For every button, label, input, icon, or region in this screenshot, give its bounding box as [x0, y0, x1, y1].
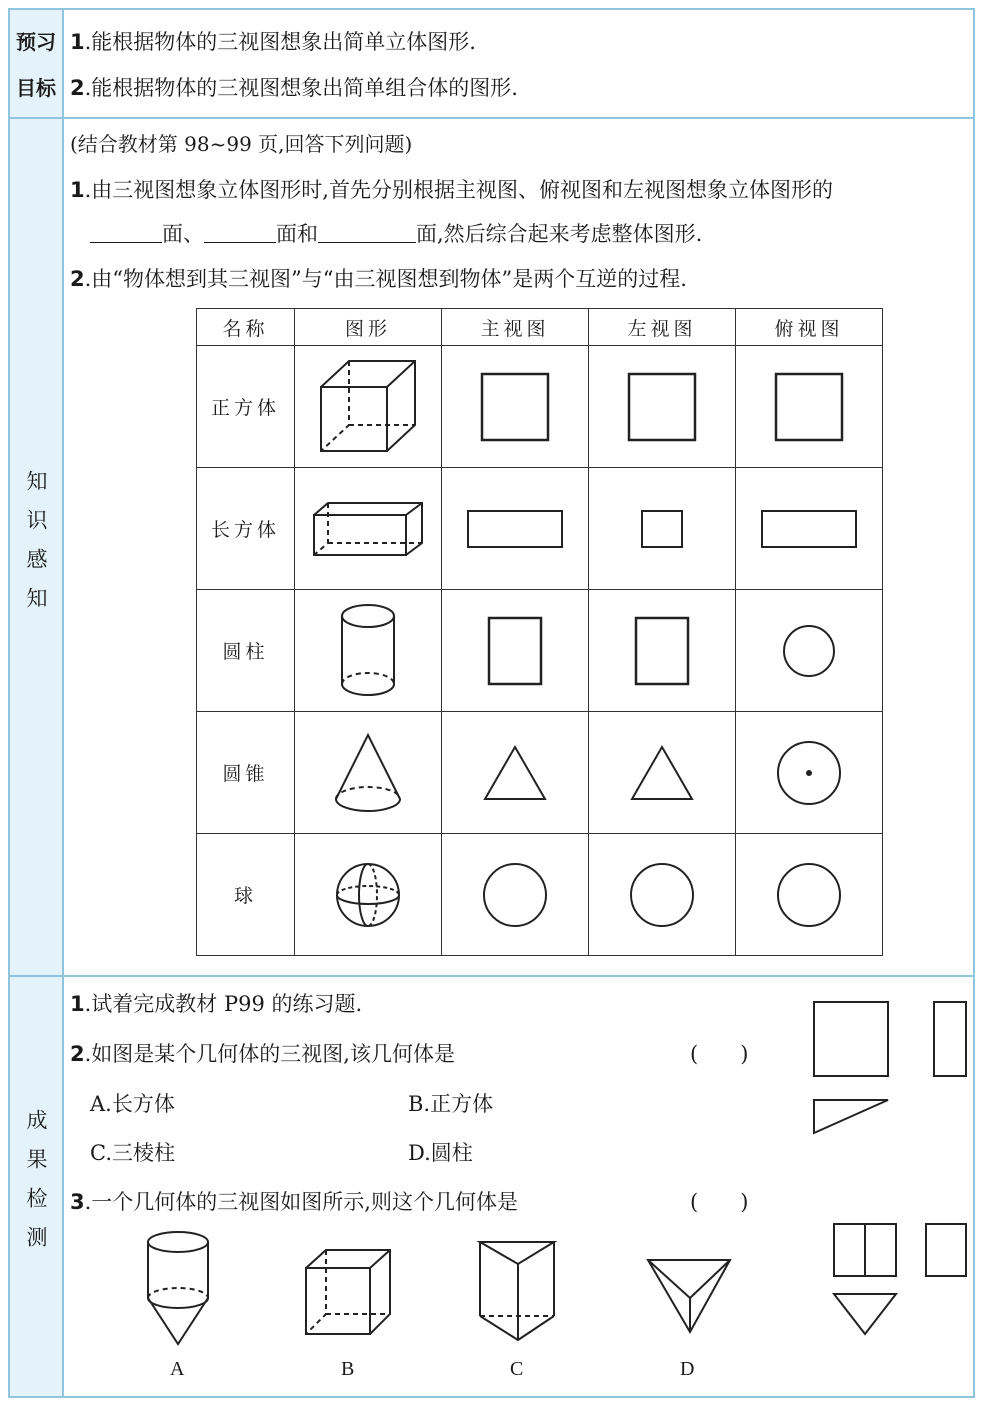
knowledge-q2: 2.由“物体想到其三视图”与“由三视图想到物体”是两个互逆的过程. [70, 267, 687, 291]
q2-three-views-figure [810, 998, 972, 1138]
choice-c-triangular-prism-icon[interactable] [474, 1238, 560, 1344]
front-view-rectangle [442, 468, 589, 590]
knowledge-q1-blanks: 面、 面和 面,然后综合起来考虑整体图形. [90, 218, 702, 248]
cuboid-icon [295, 468, 442, 590]
check-q2: 2.如图是某个几何体的三视图,该几何体是 [70, 1042, 455, 1066]
table-header: 名称 [197, 309, 295, 346]
knowledge-label [10, 119, 64, 977]
front-view-triangle [442, 712, 589, 834]
divider [10, 975, 973, 977]
table-row [197, 712, 883, 834]
preview-item-1: 1.能根据物体的三视图想象出简单立体图形. [70, 30, 476, 54]
table-header-row [197, 309, 883, 346]
top-view-circle [736, 834, 883, 956]
left-view-square [589, 346, 736, 468]
choice-b-label[interactable]: B [341, 1358, 355, 1380]
option-c[interactable]: C.三棱柱 [90, 1141, 175, 1165]
front-view-rectangle [442, 590, 589, 712]
knowledge-label-text: 知识感知 [24, 470, 48, 626]
front-view-square [442, 346, 589, 468]
option-b[interactable]: B.正方体 [408, 1092, 494, 1116]
preview-item-2: 2.能根据物体的三视图想象出简单组合体的图形. [70, 76, 518, 100]
left-view-rectangle [589, 590, 736, 712]
shape-name: 正方体 [197, 346, 295, 468]
top-view-square [736, 346, 883, 468]
preview-label [10, 10, 64, 119]
fill-blank[interactable] [90, 222, 162, 243]
front-view-circle [442, 834, 589, 956]
top-view-circle-with-center [736, 712, 883, 834]
choice-b-cube-icon[interactable] [302, 1246, 394, 1338]
check-q3: 3.一个几何体的三视图如图所示,则这个几何体是 [70, 1190, 518, 1214]
fill-blank[interactable] [204, 222, 276, 243]
knowledge-intro: (结合教材第 98~99 页,回答下列问题) [70, 132, 413, 156]
answer-paren-q3[interactable]: ( ) [690, 1190, 749, 1214]
divider [10, 117, 973, 119]
check-q1: 1.试着完成教材 P99 的练习题. [70, 992, 363, 1016]
table-header: 主视图 [442, 309, 589, 346]
table-header: 图形 [295, 309, 442, 346]
choice-a-label[interactable]: A [170, 1358, 185, 1380]
choice-a-cylinder-cone-icon[interactable] [140, 1228, 216, 1348]
cylinder-icon [295, 590, 442, 712]
option-d[interactable]: D.圆柱 [408, 1141, 473, 1165]
cube-icon [295, 346, 442, 468]
left-view-circle [589, 834, 736, 956]
table-row [197, 590, 883, 712]
cone-icon [295, 712, 442, 834]
check-label-text: 成果检测 [24, 1108, 48, 1265]
shape-name: 圆柱 [197, 590, 295, 712]
sphere-icon [295, 834, 442, 956]
top-view-rectangle [736, 468, 883, 590]
shape-name: 长方体 [197, 468, 295, 590]
three-view-table [196, 308, 883, 956]
table-header: 俯视图 [736, 309, 883, 346]
table-row [197, 468, 883, 590]
left-view-small-square [589, 468, 736, 590]
choice-c-label[interactable]: C [510, 1358, 524, 1380]
left-view-triangle [589, 712, 736, 834]
table-row [197, 346, 883, 468]
fill-blank[interactable] [318, 222, 416, 243]
check-label [10, 977, 64, 1396]
table-header: 左视图 [589, 309, 736, 346]
option-a[interactable]: A.长方体 [90, 1092, 175, 1116]
preview-label-line2: 目标 [16, 75, 56, 100]
top-view-circle [736, 590, 883, 712]
choice-d-label[interactable]: D [680, 1358, 695, 1380]
knowledge-q1: 1.由三视图想象立体图形时,首先分别根据主视图、俯视图和左视图想象立体图形的 [70, 178, 833, 202]
table-row [197, 834, 883, 956]
choice-d-pyramid-icon[interactable] [644, 1256, 734, 1336]
q3-three-views-figure [830, 1220, 972, 1340]
answer-paren-q2[interactable]: ( ) [690, 1042, 749, 1066]
shape-name: 球 [197, 834, 295, 956]
shape-name: 圆锥 [197, 712, 295, 834]
preview-label-line1: 预习 [16, 29, 56, 54]
